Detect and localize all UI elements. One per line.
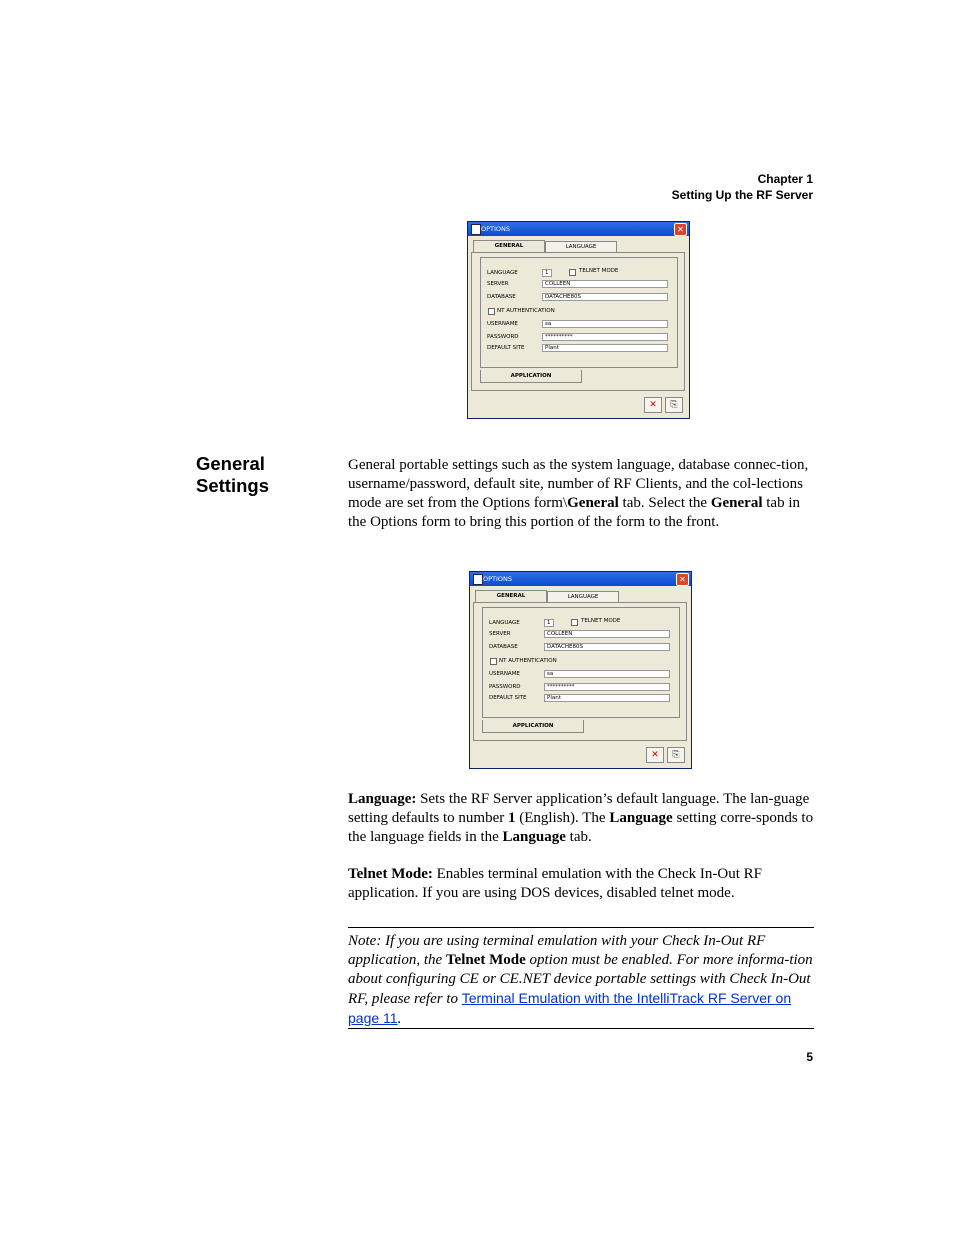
- telnet-mode-label: TELNET MODE: [581, 618, 621, 624]
- password-field[interactable]: **********: [544, 683, 670, 691]
- language-label: LANGUAGE: [489, 620, 520, 626]
- telnet-paragraph: Telnet Mode: Enables terminal emulation with the Check In-Out RF application. If you are using DOS devices, disabled telnet mode.: [348, 866, 762, 901]
- username-label: USERNAME: [489, 671, 520, 677]
- telnet-mode-checkbox[interactable]: [571, 619, 578, 626]
- cancel-button[interactable]: ✕: [646, 747, 664, 763]
- dialog-titlebar: [470, 572, 691, 586]
- note-bottom-rule: [348, 1028, 814, 1029]
- database-label: DATABASE: [487, 294, 516, 300]
- language-paragraph: Language: Sets the RF Server application’s default language. The lan-guage setting defaults to number 1 (English). The Language setting corre-sponds to the language fields in the Language tab.: [348, 791, 814, 845]
- app-icon: [473, 574, 483, 585]
- default-site-field[interactable]: Plant: [544, 694, 670, 702]
- intro-paragraph: General portable settings such as the system language, database connec-tion, username/password, default site, number of RF Clients, and the col-lections mode are set from the Options form\General tab. Select the General tab in the Options form to bring this portion of the form to the front.: [348, 457, 809, 530]
- section-title: General Settings: [196, 453, 269, 496]
- chapter-section-title: Setting Up the RF Server: [671, 188, 813, 202]
- server-label: SERVER: [487, 281, 509, 287]
- username-field[interactable]: sa: [542, 320, 668, 328]
- dialog-titlebar: [468, 222, 689, 236]
- settings-group: [482, 607, 680, 718]
- close-icon[interactable]: ✕: [676, 573, 689, 586]
- chapter-label: Chapter 1: [757, 172, 813, 186]
- cross-reference-link[interactable]: Terminal Emulation with the IntelliTrack RF Server on page 11: [348, 990, 792, 1026]
- running-header: [672, 171, 813, 203]
- page-number: 5: [806, 1050, 813, 1064]
- nt-authentication-label: NT AUTHENTICATION: [499, 658, 557, 664]
- save-exit-button[interactable]: ⎘: [665, 397, 683, 413]
- tab-general[interactable]: GENERAL: [473, 240, 545, 253]
- username-field[interactable]: sa: [544, 670, 670, 678]
- password-label: PASSWORD: [489, 684, 521, 690]
- server-field[interactable]: COLLEEN: [542, 280, 668, 288]
- tab-language[interactable]: LANGUAGE: [545, 241, 617, 252]
- telnet-mode-checkbox[interactable]: [569, 269, 576, 276]
- password-field[interactable]: **********: [542, 333, 668, 341]
- app-icon: [471, 224, 481, 235]
- tab-general[interactable]: GENERAL: [475, 590, 547, 603]
- language-field[interactable]: 1: [542, 269, 552, 277]
- close-icon[interactable]: ✕: [674, 223, 687, 236]
- options-dialog-2: [469, 571, 692, 769]
- server-field[interactable]: COLLEEN: [544, 630, 670, 638]
- tab-panel: [473, 602, 687, 741]
- language-label: LANGUAGE: [487, 270, 518, 276]
- nt-authentication-label: NT AUTHENTICATION: [497, 308, 555, 314]
- nt-authentication-checkbox[interactable]: [490, 658, 497, 665]
- default-site-field[interactable]: Plant: [542, 344, 668, 352]
- tab-panel: [471, 252, 685, 391]
- tab-language[interactable]: LANGUAGE: [547, 591, 619, 602]
- database-label: DATABASE: [489, 644, 518, 650]
- note-box: Note: If you are using terminal emulation with your Check In-Out RF application, the Telnet Mode option must be enabled. For more informa-tion about configuring CE or CE.NET device portable settings with Check In-Out RF, please refer to Terminal Emulation with the IntelliTrack RF Server on page 11.: [348, 933, 813, 1027]
- settings-group: [480, 257, 678, 368]
- tab-application[interactable]: APPLICATION: [482, 720, 584, 733]
- database-field[interactable]: DATACHE80S: [542, 293, 668, 301]
- telnet-mode-label: TELNET MODE: [579, 268, 619, 274]
- options-dialog-1: [467, 221, 690, 419]
- nt-authentication-checkbox[interactable]: [488, 308, 495, 315]
- username-label: USERNAME: [487, 321, 518, 327]
- password-label: PASSWORD: [487, 334, 519, 340]
- database-field[interactable]: DATACHE80S: [544, 643, 670, 651]
- server-label: SERVER: [489, 631, 511, 637]
- default-site-label: DEFAULT SITE: [487, 345, 525, 351]
- save-exit-button[interactable]: ⎘: [667, 747, 685, 763]
- default-site-label: DEFAULT SITE: [489, 695, 527, 701]
- tab-application[interactable]: APPLICATION: [480, 370, 582, 383]
- note-top-rule: [348, 927, 814, 928]
- cancel-button[interactable]: ✕: [644, 397, 662, 413]
- dialog-title: OPTIONS: [483, 575, 513, 583]
- dialog-title: OPTIONS: [481, 225, 511, 233]
- language-field[interactable]: 1: [544, 619, 554, 627]
